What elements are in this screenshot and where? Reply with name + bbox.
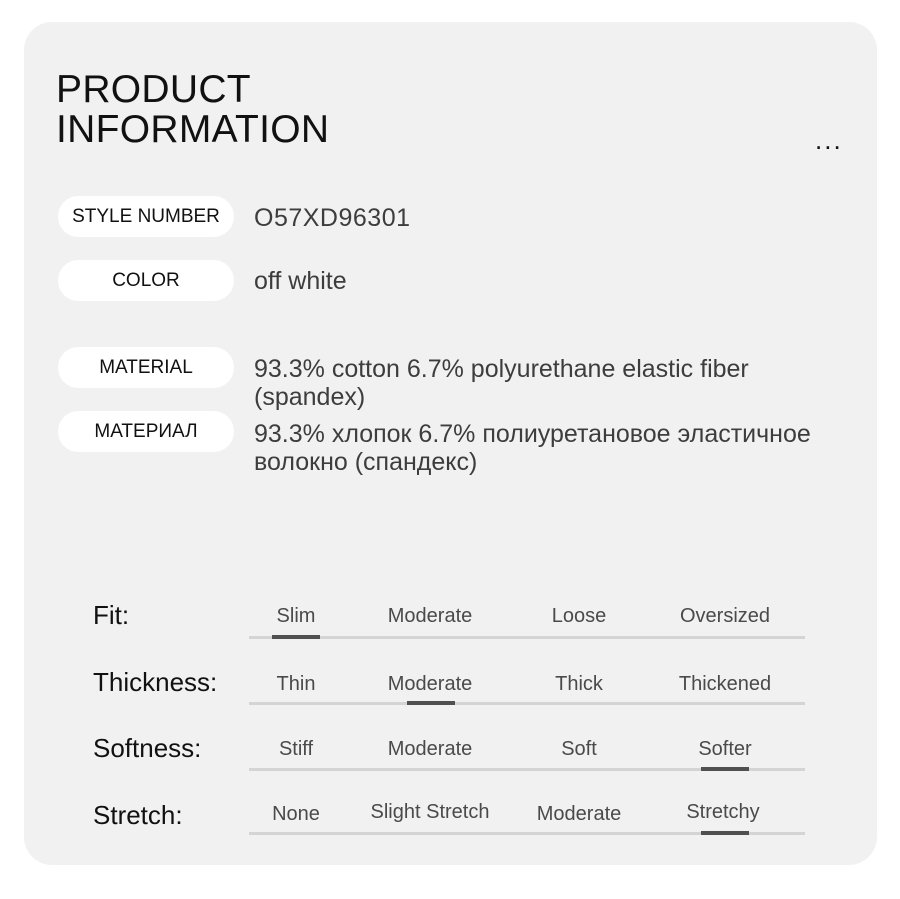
stretch-label: Stretch:	[93, 800, 183, 830]
fit-label: Fit:	[93, 600, 130, 630]
thickness-scale-track	[249, 702, 805, 705]
fit-selected-marker	[272, 635, 320, 639]
material-ru-label: МАТЕРИАЛ	[58, 411, 234, 452]
stretch-option-slight-stretch: Slight Stretch	[370, 801, 490, 823]
page-title: PRODUCT INFORMATION	[56, 68, 330, 151]
softness-option-soft: Soft	[561, 738, 597, 760]
softness-label: Softness:	[93, 733, 202, 763]
color-label: COLOR	[58, 260, 234, 301]
material-label: MATERIAL	[58, 347, 234, 388]
thickness-selected-marker	[407, 701, 455, 705]
stretch-option-stretchy: Stretchy	[686, 801, 760, 823]
fit-scale-track	[249, 636, 805, 639]
thickness-option-moderate: Moderate	[387, 673, 473, 695]
softness-option-moderate: Moderate	[387, 738, 473, 760]
stretch-selected-marker	[701, 831, 749, 835]
softness-option-stiff: Stiff	[278, 738, 314, 760]
thickness-option-thick: Thick	[555, 673, 603, 695]
stretch-option-none: None	[272, 803, 320, 825]
material-ru-value: 93.3% хлопок 6.7% полиуретановое эластичное волокно (спандекс)	[254, 420, 811, 476]
stretch-option-moderate: Moderate	[536, 803, 622, 825]
softness-selected-marker	[701, 767, 749, 771]
thickness-label: Thickness:	[93, 667, 218, 697]
thickness-option-thin: Thin	[276, 673, 316, 695]
softness-option-softer: Softer	[698, 738, 752, 760]
thickness-option-thickened: Thickened	[678, 673, 772, 695]
fit-option-moderate: Moderate	[387, 605, 473, 627]
fit-option-slim: Slim	[276, 605, 316, 627]
color-value: off white	[254, 267, 347, 295]
material-value: 93.3% cotton 6.7% polyurethane elastic fiber (spandex)	[254, 355, 749, 411]
fit-option-loose: Loose	[551, 605, 607, 627]
style-number-label: STYLE NUMBER	[58, 196, 234, 237]
fit-option-oversized: Oversized	[679, 605, 771, 627]
more-options-icon[interactable]: ...	[815, 125, 843, 155]
style-number-value: O57XD96301	[254, 204, 411, 232]
